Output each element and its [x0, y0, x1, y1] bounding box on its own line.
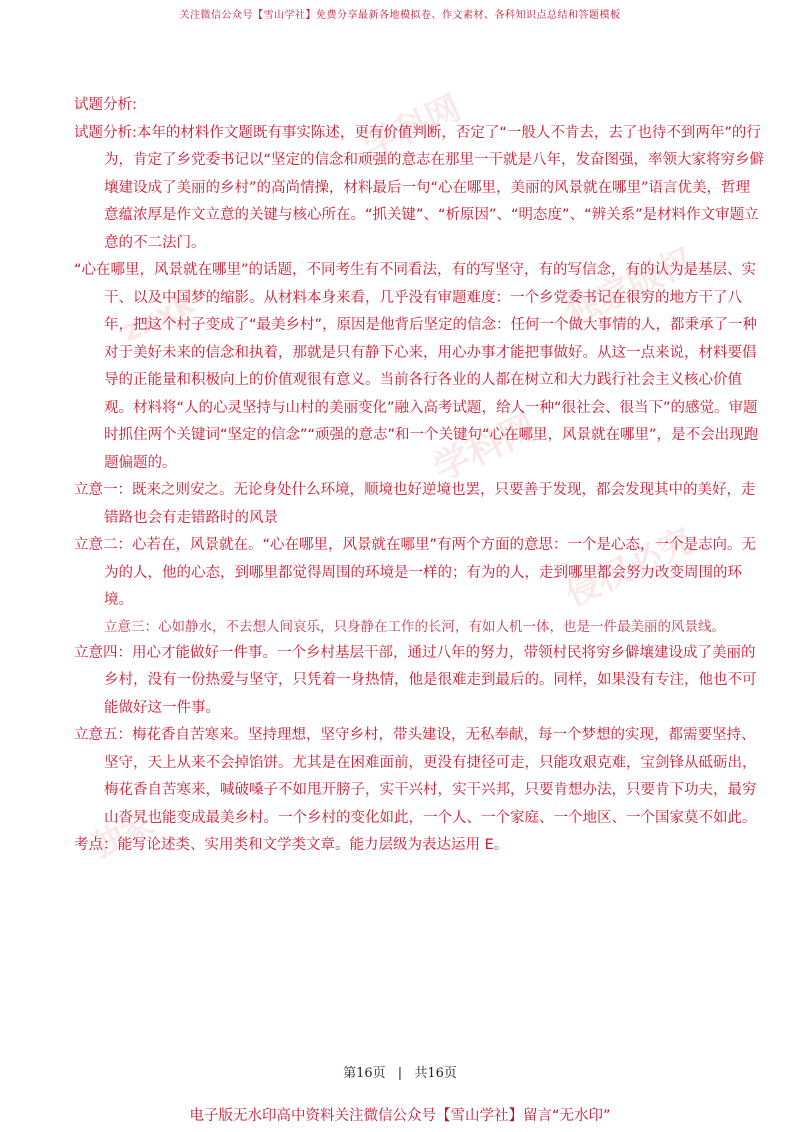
- analysis-text: 本年的材料作文题既有事实陈述，更有价值判断，否定了“一般人不肯去，去了也待不到两年”的行为，肯定了乡党委书记以“坚定的信念和顽强的意志在那里一干就是八年，发奋图强，率领大家将穷乡僻壤建设成了美丽的乡村”的高尚情操，材料最后一句“心在哪里，美丽的风景就在哪里”语言优美，哲理意蕴浓厚是作文立意的关键与核心所在。“抓关键”、“析原因”、“明态度”、“辨关系”是材料作文审题立意的不二法门。: [104, 124, 765, 251]
- idea-1: 立意一：既来之则安之。无论身处什么环境，顺境也好逆境也罢，只要善于发现，都会发现其中的美好，走错路也会有走错路时的风景: [74, 482, 756, 526]
- idea-3: 立意三：心如静水，不去想人间哀乐，只身静在工作的长河，有如人机一体，也是一件最美丽的风景线。: [104, 618, 725, 635]
- idea-4: 立意四：用心才能做好一件事。一个乡村基层干部，通过八年的努力，带领村民将穷乡僻壤建设成了美丽的乡村，没有一份热爱与坚守，只凭着一身热情，他是很难走到最后的。同样，如果没有专注，他也不可能做好这一件事。: [74, 644, 757, 716]
- watermark-text: 学科网: [357, 87, 468, 168]
- analysis-paragraph: [74, 120, 764, 258]
- footer-note: 电子版无水印高中资料关注微信公众号【雪山学社】留言“无水印”: [189, 1108, 611, 1124]
- page-current: 第16页: [343, 1066, 386, 1081]
- section-heading: 试题分析:: [74, 97, 137, 113]
- idea-5: 立意五：梅花香自苦寒来。坚持理想，坚守乡村，带头建设，无私奉献，每一个梦想的实现，都需要坚持、坚守，天上从来不会掉馅饼。尤其是在困难面前，更没有捷径可走，只能攻艰克难，宝剑锋从砥砺出，梅花香自苦寒来，喊破嗓子不如甩开膀子，实干兴村，实干兴邦，只要肯想办法，只要肯下功夫，最穷山沓旯也能变成最美乡村。一个乡村的变化如此，一个人、一个家庭、一个地区、一个国家莫不如此。: [74, 727, 757, 826]
- page-total: 共16页: [414, 1066, 457, 1081]
- page-number: [0, 1062, 800, 1081]
- page-separator: |: [397, 1066, 403, 1081]
- document-body: [74, 92, 764, 860]
- watermark-text: 独家版权: [559, 240, 700, 335]
- watermark-text: 侵权必究: [559, 520, 700, 615]
- watermark-text: 学科网: [427, 406, 543, 490]
- page-header: 关注微信公众号【雪山学社】免费分享最新各地模拟卷、作文素材、各科知识点总结和答题模板: [179, 10, 621, 21]
- topic-paragraph: “心在哪里，风景就在哪里”的话题，不同考生有不同看法，有的写坚守，有的写信念，有的认为是基层、实干、以及中国梦的缩影。从材料本身来看，几乎没有审题难度：一个乡党委书记在很穷的地方干了八年，把这个村子变成了“最美乡村”，原因是他背后坚定的信念：任何一个做大事情的人，都秉承了一种对于美好未来的信念和执着，那就是只有静下心来，用心办事才能把事做好。从这一点来说，材料要倡导的正能量和积极向上的价值观很有意义。当前各行各业的人都在树立和大力践行社会主义核心价值观。材料将“人的心灵坚持与山村的美丽变化”融入高考试题，给人一种“很社会、很当下”的感觉。审题时抓住两个关键词“坚定的信念”“顽强的意志”和一个关键句“心在哪里，风景就在哪里”，是不会出现跑题偏题的。: [74, 262, 759, 471]
- watermark-text: zxxk: [116, 285, 200, 350]
- exam-point: 考点：能写论述类、实用类和文学类文章。能力层级为表达运用 E。: [74, 837, 509, 853]
- watermark-text: 独家: [85, 804, 160, 866]
- analysis-label: 试题分析:: [74, 124, 137, 141]
- idea-2: 立意二：心若在，风景就在。“心在哪里，风景就在哪里”有两个方面的意思：一个是心态，一个是志向。无为的人，他的心态，到哪里都觉得周围的环境是一样的；有为的人，走到哪里都会努力改变周围的环境。: [74, 537, 757, 608]
